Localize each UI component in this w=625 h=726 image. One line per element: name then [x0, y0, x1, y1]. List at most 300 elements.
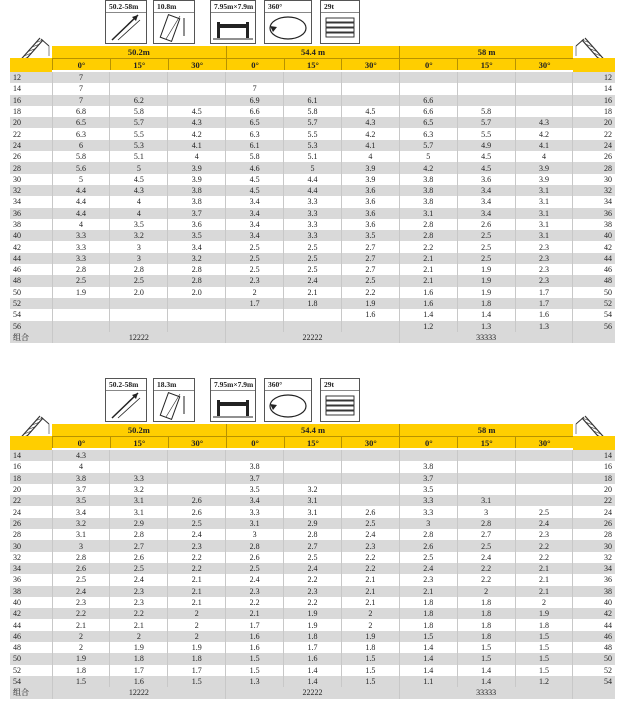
load-cell: 2.2: [341, 552, 399, 563]
radius-cell: 30: [573, 174, 615, 185]
radius-cell: 26: [10, 518, 52, 529]
load-cell: 2.8: [399, 529, 457, 540]
load-cell: 3.9: [515, 174, 573, 185]
load-cell: [515, 95, 573, 106]
radius-cell: 16: [10, 95, 52, 106]
load-cell: 5.1: [110, 151, 168, 162]
radius-cell: 16: [573, 461, 615, 472]
radius-cell: 40: [10, 230, 52, 241]
load-cell: 1.8: [457, 298, 515, 309]
slew-label: 360°: [265, 1, 311, 13]
load-cell: 5.8: [226, 151, 284, 162]
radius-cell: 34: [573, 563, 615, 574]
load-cell: 3.1: [515, 185, 573, 196]
load-cell: 1.5: [341, 653, 399, 664]
table-row: [10, 653, 615, 664]
load-cell: 5.7: [457, 117, 515, 128]
table-row: [10, 506, 615, 517]
radius-cell: 50: [10, 653, 52, 664]
load-cell: [226, 72, 284, 83]
radius-cell: 12: [10, 72, 52, 83]
radius-cell: 52: [573, 298, 615, 309]
load-cell: 2.3: [226, 275, 284, 286]
angle-header: 30°: [341, 58, 399, 70]
counterweight-label: 29t: [321, 379, 359, 391]
radius-cell: 14: [573, 450, 615, 461]
load-cell: 2.1: [515, 563, 573, 574]
angle-header: 0°: [226, 436, 284, 448]
table-row: [10, 665, 615, 676]
load-cell: 1.9: [110, 642, 168, 653]
load-cell: [341, 83, 399, 94]
load-cell: [52, 321, 110, 332]
radius-cell: 52: [10, 298, 52, 309]
load-cell: 6.1: [226, 140, 284, 151]
load-cell: 1.9: [284, 608, 342, 619]
jib-length-icon: [153, 378, 195, 422]
load-cell: 1.3: [515, 321, 573, 332]
load-cell: 2.1: [226, 608, 284, 619]
load-cell: [110, 461, 168, 472]
load-cell: 3.3: [284, 219, 342, 230]
load-cell: 2.8: [52, 552, 110, 563]
load-cell: 2.5: [457, 241, 515, 252]
load-cell: [515, 450, 573, 461]
load-cell: 1.6: [284, 653, 342, 664]
radius-cell: 52: [10, 665, 52, 676]
load-cell: [284, 309, 342, 320]
load-cell: 2.6: [457, 219, 515, 230]
load-cell: [226, 321, 284, 332]
load-cell: 2.3: [515, 529, 573, 540]
load-cell: 6.3: [52, 128, 110, 139]
load-cell: 1.6: [515, 309, 573, 320]
load-cell: 3.2: [52, 518, 110, 529]
load-cell: 1.5: [457, 642, 515, 653]
load-cell: 2.4: [168, 529, 226, 540]
table-row: [10, 563, 615, 574]
load-cell: 1.9: [52, 287, 110, 298]
load-cell: 3.1: [110, 506, 168, 517]
load-cell: 2.3: [168, 540, 226, 551]
load-cell: 4.4: [52, 196, 110, 207]
load-cell: 2: [168, 619, 226, 630]
load-cell: 3.3: [399, 506, 457, 517]
load-cell: 6.9: [226, 95, 284, 106]
load-cell: [457, 83, 515, 94]
load-cell: 1.8: [515, 619, 573, 630]
load-cell: 3.1: [284, 495, 342, 506]
load-cell: [399, 72, 457, 83]
radius-cell: 22: [573, 495, 615, 506]
load-cell: 2.6: [226, 552, 284, 563]
load-cell: 1.5: [515, 642, 573, 653]
boom-length-header: 54.4 m: [226, 424, 400, 436]
load-cell: 4: [52, 219, 110, 230]
load-cell: 3.1: [515, 196, 573, 207]
table-row: [10, 309, 615, 320]
radius-cell: 16: [10, 461, 52, 472]
load-cell: 3.3: [52, 253, 110, 264]
header-band-left: [10, 436, 52, 450]
load-cell: 5.7: [110, 117, 168, 128]
load-cell: 2.9: [110, 518, 168, 529]
load-cell: 1.5: [226, 665, 284, 676]
load-cell: 1.4: [457, 676, 515, 687]
load-cell: 2.5: [457, 253, 515, 264]
load-cell: 2.8: [457, 518, 515, 529]
load-cell: 3.9: [515, 162, 573, 173]
load-cell: 2: [457, 586, 515, 597]
radius-cell: 16: [573, 95, 615, 106]
load-cell: 3.2: [110, 484, 168, 495]
load-cell: 6.2: [110, 95, 168, 106]
load-cell: 6.6: [399, 95, 457, 106]
load-cell: 4.4: [284, 174, 342, 185]
load-cell: 3.8: [168, 196, 226, 207]
load-cell: 2.2: [284, 597, 342, 608]
load-cell: [341, 484, 399, 495]
load-cell: 1.6: [226, 642, 284, 653]
load-cell: 1.5: [515, 653, 573, 664]
load-cell: [515, 495, 573, 506]
load-cell: 6.8: [52, 106, 110, 117]
load-cell: 3: [110, 241, 168, 252]
load-cell: 4.5: [457, 151, 515, 162]
load-cell: [168, 72, 226, 83]
radius-cell: 48: [10, 275, 52, 286]
load-cell: 2.1: [168, 574, 226, 585]
load-cell: 2.3: [226, 586, 284, 597]
load-cell: 4.3: [110, 185, 168, 196]
load-cell: 5: [52, 174, 110, 185]
load-cell: 7: [52, 83, 110, 94]
load-cell: 3: [110, 253, 168, 264]
load-cell: 1.8: [399, 597, 457, 608]
load-cell: 2.5: [110, 563, 168, 574]
load-cell: 3.6: [341, 185, 399, 196]
load-cell: 1.5: [399, 631, 457, 642]
load-cell: 3.5: [168, 230, 226, 241]
table-row: [10, 518, 615, 529]
load-cell: 1.6: [399, 298, 457, 309]
load-cell: 2.7: [341, 264, 399, 275]
radius-cell: 56: [10, 321, 52, 332]
load-cell: 3.6: [341, 219, 399, 230]
load-cell: 4.2: [341, 128, 399, 139]
load-cell: 2.6: [399, 540, 457, 551]
load-cell: 3.5: [341, 230, 399, 241]
table-row: [10, 196, 615, 207]
load-cell: 4.5: [341, 106, 399, 117]
load-cell: 1.6: [110, 676, 168, 687]
table-row: [10, 128, 615, 139]
radius-cell: 52: [573, 665, 615, 676]
load-cell: 6: [52, 140, 110, 151]
spec-icons: [10, 378, 615, 424]
load-cell: 2.1: [399, 586, 457, 597]
radius-cell: 34: [10, 196, 52, 207]
radius-cell: 18: [573, 473, 615, 484]
load-cell: 2.3: [399, 574, 457, 585]
load-cell: 3.7: [399, 473, 457, 484]
load-cell: 2.3: [515, 253, 573, 264]
radius-cell: 48: [573, 642, 615, 653]
load-cell: 2.5: [226, 563, 284, 574]
load-cell: 3.3: [110, 473, 168, 484]
load-cell: [341, 72, 399, 83]
load-cell: 3.6: [341, 208, 399, 219]
load-cell: 1.5: [341, 676, 399, 687]
load-cell: 3.1: [515, 219, 573, 230]
load-cell: 7: [52, 95, 110, 106]
load-cell: 2.5: [284, 552, 342, 563]
radius-cell: 32: [10, 552, 52, 563]
boom-range-icon: [105, 0, 147, 44]
radius-cell: 26: [573, 151, 615, 162]
load-cell: 4.4: [52, 208, 110, 219]
load-cell: 5.7: [399, 140, 457, 151]
table-row: [10, 484, 615, 495]
load-cell: 4: [110, 208, 168, 219]
slew-label: 360°: [265, 379, 311, 391]
load-cell: [515, 83, 573, 94]
load-cell: 1.7: [226, 298, 284, 309]
load-cell: 2.7: [457, 529, 515, 540]
load-cell: 1.8: [52, 665, 110, 676]
radius-cell: 22: [10, 128, 52, 139]
radius-cell: 48: [573, 275, 615, 286]
load-cell: 3.8: [168, 185, 226, 196]
load-cell: 2.2: [52, 608, 110, 619]
radius-cell: 30: [573, 540, 615, 551]
load-cell: [168, 298, 226, 309]
load-cell: [341, 450, 399, 461]
load-cell: 2: [168, 608, 226, 619]
load-cell: 2.4: [515, 518, 573, 529]
load-cell: 4.4: [52, 185, 110, 196]
header-band-right: [573, 436, 615, 450]
load-cell: 4: [515, 151, 573, 162]
load-cell: 3.2: [284, 484, 342, 495]
load-cell: 2.3: [284, 586, 342, 597]
combination-code: 33333: [399, 332, 573, 343]
radius-cell: 32: [10, 185, 52, 196]
load-cell: 2.4: [399, 563, 457, 574]
load-cell: [341, 495, 399, 506]
load-cell: 1.9: [284, 619, 342, 630]
load-cell: 5: [110, 162, 168, 173]
load-chart-2: [10, 378, 615, 718]
radius-cell: 34: [10, 563, 52, 574]
load-cell: 3.4: [168, 241, 226, 252]
load-cell: [457, 473, 515, 484]
load-cell: 2.1: [515, 574, 573, 585]
combination-code: 12222: [52, 687, 226, 698]
load-cell: 2.6: [52, 563, 110, 574]
table-row: [10, 151, 615, 162]
load-cell: 2.2: [341, 563, 399, 574]
load-cell: 5.5: [457, 128, 515, 139]
load-cell: 2.5: [284, 264, 342, 275]
load-cell: 2.1: [168, 586, 226, 597]
load-cell: 2: [110, 631, 168, 642]
load-cell: 2.5: [457, 540, 515, 551]
load-cell: 1.4: [284, 676, 342, 687]
radius-cell: 28: [10, 529, 52, 540]
radius-cell: 50: [10, 287, 52, 298]
load-cell: 3.3: [284, 196, 342, 207]
outrigger-label: 7.95m×7.9m: [211, 379, 255, 391]
table-row: [10, 676, 615, 687]
load-cell: 4.3: [515, 117, 573, 128]
load-cell: 3.6: [457, 174, 515, 185]
angle-header: 15°: [110, 58, 168, 70]
load-cell: 1.9: [457, 264, 515, 275]
load-cell: 2.6: [110, 552, 168, 563]
load-cell: 1.4: [457, 665, 515, 676]
table-row: [10, 275, 615, 286]
radius-cell: 18: [10, 473, 52, 484]
table-row: [10, 495, 615, 506]
load-cell: 3.5: [110, 219, 168, 230]
load-cell: 1.6: [399, 287, 457, 298]
load-cell: 2.5: [457, 230, 515, 241]
load-cell: 3.1: [457, 495, 515, 506]
load-cell: 6.6: [399, 106, 457, 117]
load-cell: [457, 72, 515, 83]
table-row: [10, 619, 615, 630]
load-cell: 2.0: [110, 287, 168, 298]
load-cell: 2.3: [110, 597, 168, 608]
load-cell: 3.1: [110, 495, 168, 506]
load-cell: 5.1: [284, 151, 342, 162]
load-cell: 2.1: [52, 619, 110, 630]
load-cell: 2.3: [52, 597, 110, 608]
load-cell: [226, 309, 284, 320]
load-cell: 2.2: [515, 552, 573, 563]
load-cell: 3.7: [226, 473, 284, 484]
load-cell: 2.7: [341, 253, 399, 264]
load-cell: 5.8: [284, 106, 342, 117]
load-cell: 3.7: [52, 484, 110, 495]
combination-label: 组合: [10, 332, 52, 343]
load-cell: [52, 298, 110, 309]
load-cell: 2.8: [110, 264, 168, 275]
load-cell: [168, 95, 226, 106]
load-cell: [341, 321, 399, 332]
radius-cell: 20: [10, 484, 52, 495]
boom-range-icon: [105, 378, 147, 422]
load-cell: 1.7: [168, 665, 226, 676]
load-cell: 3.3: [52, 230, 110, 241]
load-cell: 5.8: [110, 106, 168, 117]
angle-header: 15°: [284, 58, 342, 70]
load-cell: [168, 473, 226, 484]
load-cell: 3: [226, 529, 284, 540]
radius-cell: 20: [10, 117, 52, 128]
load-cell: 3.4: [226, 219, 284, 230]
radius-cell: 38: [573, 586, 615, 597]
radius-cell: 14: [10, 83, 52, 94]
load-table: [10, 450, 615, 699]
radius-cell: 24: [573, 506, 615, 517]
load-chart-1: [10, 0, 615, 362]
table-row: [10, 473, 615, 484]
radius-cell: 28: [573, 529, 615, 540]
table-row: [10, 83, 615, 94]
load-cell: 2: [52, 642, 110, 653]
angle-header: 0°: [399, 58, 457, 70]
load-cell: 3.5: [399, 484, 457, 495]
load-cell: 1.5: [457, 653, 515, 664]
load-cell: 4: [110, 196, 168, 207]
spec-icons: [10, 0, 615, 46]
angle-header: 30°: [341, 436, 399, 448]
load-cell: [399, 450, 457, 461]
load-cell: 6.3: [399, 128, 457, 139]
load-cell: 1.7: [110, 665, 168, 676]
load-cell: 5.3: [110, 140, 168, 151]
load-cell: 2.5: [399, 552, 457, 563]
load-cell: [168, 450, 226, 461]
load-cell: 3.1: [284, 506, 342, 517]
radius-cell: 24: [10, 140, 52, 151]
table-row: [10, 608, 615, 619]
load-cell: [399, 83, 457, 94]
load-cell: 2.8: [399, 230, 457, 241]
combination-end: [573, 687, 615, 698]
load-cell: 5.5: [110, 128, 168, 139]
load-cell: 2.8: [226, 540, 284, 551]
load-cell: 2: [52, 631, 110, 642]
load-cell: 1.8: [457, 597, 515, 608]
load-cell: 3.4: [457, 208, 515, 219]
load-cell: 3.8: [399, 185, 457, 196]
load-cell: 3.1: [515, 230, 573, 241]
angle-header: 15°: [457, 436, 515, 448]
load-cell: 1.8: [341, 642, 399, 653]
load-cell: 1.9: [341, 298, 399, 309]
table-row: [10, 586, 615, 597]
load-cell: 1.7: [515, 298, 573, 309]
load-cell: 6.3: [226, 128, 284, 139]
load-cell: 4.2: [399, 162, 457, 173]
load-cell: 2.0: [168, 287, 226, 298]
load-cell: 2.2: [226, 597, 284, 608]
load-cell: [515, 72, 573, 83]
jib-length-label: 18.3m: [154, 379, 194, 391]
load-cell: 3.5: [52, 495, 110, 506]
load-cell: 1.7: [226, 619, 284, 630]
angle-header: 30°: [168, 58, 226, 70]
angle-header: 0°: [226, 58, 284, 70]
load-cell: [110, 298, 168, 309]
load-cell: 3.1: [515, 208, 573, 219]
angle-header: 30°: [168, 436, 226, 448]
load-cell: 3.2: [168, 253, 226, 264]
load-cell: [457, 450, 515, 461]
radius-cell: 28: [573, 162, 615, 173]
load-cell: 2.7: [110, 540, 168, 551]
load-cell: 2.4: [284, 275, 342, 286]
load-cell: 3: [457, 506, 515, 517]
load-cell: [515, 484, 573, 495]
radius-cell: 50: [573, 287, 615, 298]
table-row: [10, 552, 615, 563]
jib-length-label: 10.8m: [154, 1, 194, 13]
radius-cell: 36: [573, 574, 615, 585]
